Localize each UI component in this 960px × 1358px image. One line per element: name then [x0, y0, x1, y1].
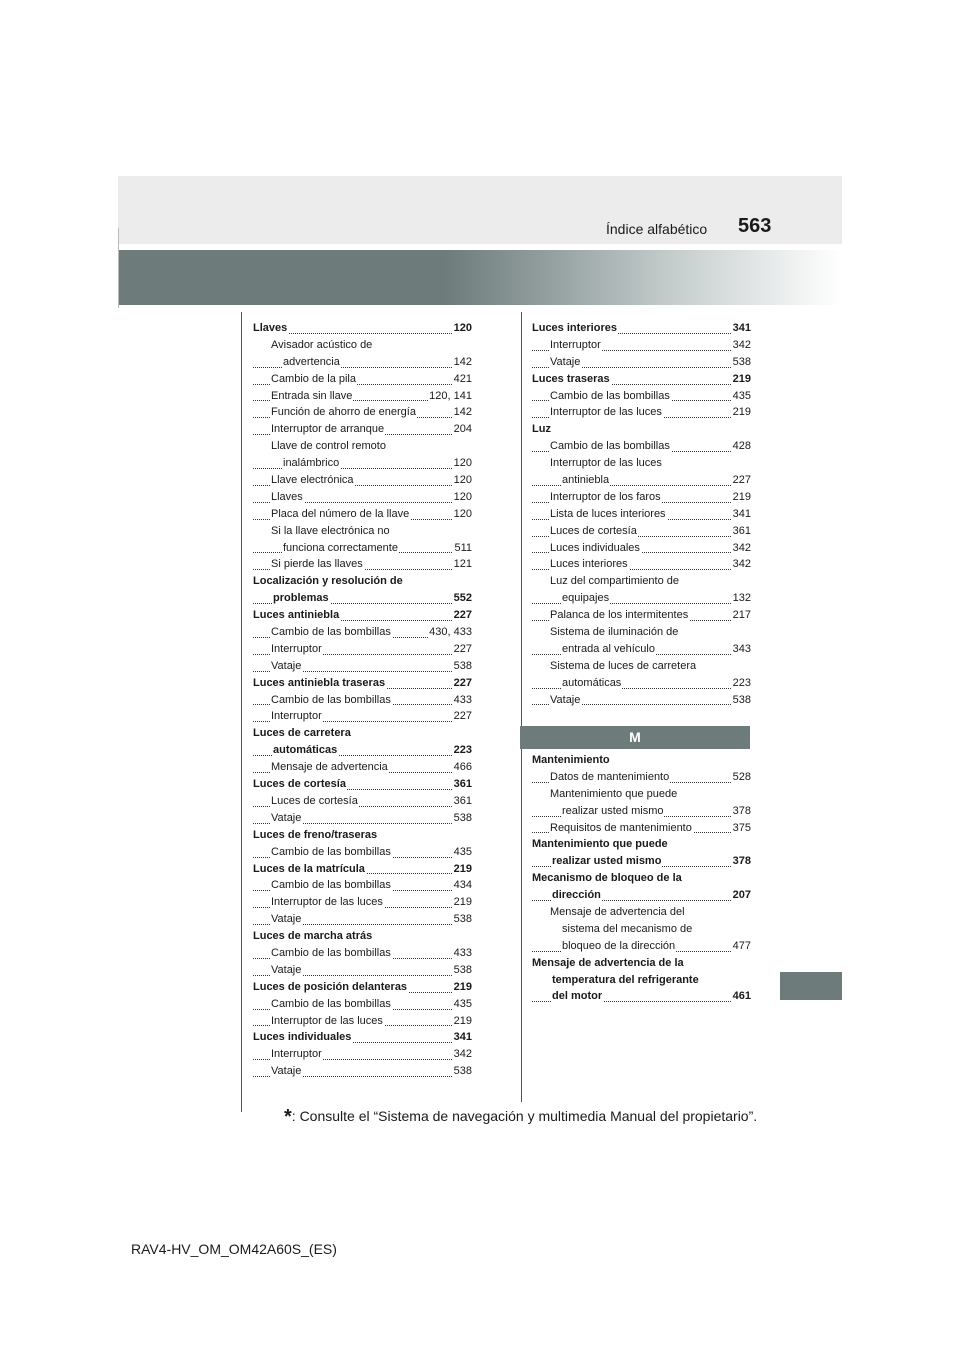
index-entry [253, 1013, 472, 1030]
index-entry [253, 455, 472, 472]
index-entry-page: 219 [453, 979, 472, 996]
index-entry-term: Llave de control remoto [271, 440, 386, 453]
index-entry-term: Mecanismo de bloqueo de la [532, 872, 682, 885]
index-entry-term: Si pierde las llaves [271, 558, 363, 571]
index-entry-page: 219 [732, 404, 751, 421]
index-entry-term: Luces antiniebla [253, 609, 340, 622]
index-entry [532, 607, 751, 624]
index-entry-term: Luces individuales [253, 1031, 352, 1044]
index-entry-term: Sistema de iluminación de [550, 626, 679, 639]
index-entry-term: Vataje [271, 659, 302, 672]
index-entry-page: 120 [453, 472, 472, 489]
index-entry-term: Luz del compartimiento de [550, 575, 680, 588]
header-bar [118, 176, 842, 244]
index-entry [532, 337, 751, 354]
index-entry [253, 708, 472, 725]
index-entry-page: 341 [732, 506, 751, 523]
index-entry [532, 641, 751, 658]
index-entry-term: dirección [552, 889, 601, 902]
index-entry-page: 342 [453, 1046, 472, 1063]
index-entry-page: 538 [453, 810, 472, 827]
index-entry [532, 523, 751, 540]
index-entry-page: 132 [732, 590, 751, 607]
index-entry [253, 911, 472, 928]
index-entry-page: 227 [453, 607, 472, 624]
index-entry-page: 528 [732, 769, 751, 786]
index-entry [532, 556, 751, 573]
index-entry-term: del motor [552, 990, 603, 1003]
index-entry-term: Llaves [271, 490, 303, 503]
section-title: Índice alfabético [606, 221, 708, 237]
index-entry-term: Avisador acústico de [271, 338, 373, 351]
index-entry-page: 120, 141 [428, 388, 472, 405]
index-entry-page: 219 [453, 894, 472, 911]
index-entry-term: Si la llave electrónica no [271, 524, 390, 537]
index-entry-page: 538 [453, 911, 472, 928]
index-entry [532, 752, 751, 769]
index-entry-term: Luces de carretera [253, 727, 351, 740]
index-entry [532, 455, 751, 472]
index-entry-page: 223 [732, 675, 751, 692]
index-entry [253, 472, 472, 489]
header-gradient-band [118, 250, 842, 305]
index-entry-term: Llave electrónica [271, 474, 354, 487]
index-entry [532, 354, 751, 371]
index-entry [532, 769, 751, 786]
index-entry [253, 928, 472, 945]
index-entry-term: bloqueo de la dirección [562, 939, 676, 952]
index-entry-term: Luces de cortesía [550, 524, 637, 537]
index-entry-term: Cambio de las bombillas [271, 845, 391, 858]
index-entry-page: 341 [453, 1029, 472, 1046]
left-rule [241, 312, 242, 1112]
index-entry [532, 388, 751, 405]
index-entry-page: 219 [453, 1013, 472, 1030]
index-entry [532, 590, 751, 607]
index-entry-term: Vataje [550, 693, 581, 706]
index-entry-term: Interruptor [271, 642, 322, 655]
index-entry [253, 556, 472, 573]
index-entry [253, 438, 472, 455]
index-entry [253, 540, 472, 557]
index-entry-page: 219 [732, 489, 751, 506]
index-entry-term: Luces de la matrícula [253, 862, 365, 875]
index-entry-page: 477 [732, 938, 751, 955]
index-entry-term: Luces traseras [532, 372, 610, 385]
index-entry [253, 776, 472, 793]
index-entry [253, 861, 472, 878]
index-entry [532, 887, 751, 904]
page-number: 563 [738, 215, 772, 237]
index-entry-term: Interruptor [271, 1048, 322, 1061]
index-entry [532, 404, 751, 421]
index-entry-page: 435 [732, 388, 751, 405]
index-entry-term: Interruptor de los faros [550, 490, 661, 503]
index-entry-term: realizar usted mismo [552, 855, 662, 868]
index-entry-page: 142 [453, 354, 472, 371]
index-entry [253, 979, 472, 996]
index-entry-term: sistema del mecanismo de [562, 922, 693, 935]
index-entry [253, 1029, 472, 1046]
index-entry-term: Vataje [271, 913, 302, 926]
index-entry-term: Función de ahorro de energía [271, 406, 416, 419]
index-entry-page: 378 [732, 853, 751, 870]
index-entry-term: Sistema de luces de carretera [550, 659, 697, 672]
index-entry [253, 742, 472, 759]
document-id: RAV4-HV_OM_OM42A60S_(ES) [131, 1241, 337, 1257]
index-entry [253, 388, 472, 405]
index-entry [532, 472, 751, 489]
index-entry [253, 421, 472, 438]
index-entry [532, 988, 751, 1005]
chapter-tab [780, 972, 842, 1000]
index-entry-term: Interruptor de las luces [271, 896, 383, 909]
index-entry-term: entrada al vehículo [562, 642, 655, 655]
index-entry [532, 786, 751, 803]
index-entry-page: 538 [732, 692, 751, 709]
index-entry-term: Mantenimiento que puede [532, 838, 668, 851]
index-entry-page: 120 [453, 506, 472, 523]
index-entry [532, 658, 751, 675]
index-entry [532, 489, 751, 506]
index-entry-page: 538 [453, 1063, 472, 1080]
index-entry-term: Localización y resolución de [253, 575, 403, 588]
index-entry-term: temperatura del refrigerante [552, 973, 699, 986]
index-entry-page: 375 [732, 820, 751, 837]
index-entry [253, 810, 472, 827]
index-column-right-bottom [532, 752, 751, 1005]
index-entry [253, 573, 472, 590]
index-entry-page: 361 [453, 793, 472, 810]
index-entry-page: 421 [453, 371, 472, 388]
index-entry [532, 675, 751, 692]
index-entry-page: 435 [453, 996, 472, 1013]
index-entry [253, 996, 472, 1013]
index-entry [253, 844, 472, 861]
index-entry-page: 341 [732, 320, 751, 337]
index-entry-term: Vataje [271, 1065, 302, 1078]
index-entry [532, 506, 751, 523]
index-entry-term: Interruptor de las luces [550, 457, 662, 470]
index-entry [532, 803, 751, 820]
index-entry-term: Lista de luces interiores [550, 507, 666, 520]
index-entry-term: Cambio de las bombillas [271, 946, 391, 959]
index-entry-page: 120 [453, 489, 472, 506]
index-entry-term: Mantenimiento que puede [550, 787, 678, 800]
index-entry-page: 466 [453, 759, 472, 776]
index-entry-page: 430, 433 [428, 624, 472, 641]
index-entry-page: 511 [453, 540, 472, 557]
index-entry-term: Placa del número de la llave [271, 507, 410, 520]
index-entry-term: Cambio de las bombillas [271, 879, 391, 892]
index-entry [532, 820, 751, 837]
index-entry [253, 371, 472, 388]
index-entry-term: Luces de freno/traseras [253, 828, 378, 841]
index-entry [532, 972, 751, 989]
index-entry-term: Interruptor [271, 710, 322, 723]
index-entry-term: Interruptor de las luces [550, 406, 662, 419]
top-left-rule [118, 228, 119, 308]
index-entry-term: Interruptor de arranque [271, 423, 385, 436]
index-entry [532, 371, 751, 388]
index-entry-page: 227 [453, 675, 472, 692]
index-entry [253, 759, 472, 776]
index-entry-page: 227 [453, 641, 472, 658]
index-entry [532, 624, 751, 641]
index-entry [253, 894, 472, 911]
index-entry-term: Vataje [271, 811, 302, 824]
index-entry [253, 692, 472, 709]
index-entry-term: advertencia [283, 355, 340, 368]
index-entry-page: 204 [453, 421, 472, 438]
index-entry-page: 433 [453, 692, 472, 709]
index-entry-term: Vataje [550, 355, 581, 368]
index-entry-term: Luces de posición delanteras [253, 980, 408, 993]
index-entry-page: 223 [453, 742, 472, 759]
index-entry-term: Mensaje de advertencia [271, 761, 388, 774]
index-entry-term: Requisitos de mantenimiento [550, 821, 692, 834]
index-entry [253, 945, 472, 962]
index-entry-term: Mensaje de advertencia de la [532, 956, 684, 969]
index-entry-page: 207 [732, 887, 751, 904]
index-entry-term: Cambio de las bombillas [271, 626, 391, 639]
index-entry-page: 343 [732, 641, 751, 658]
index-entry [532, 853, 751, 870]
index-entry-page: 217 [732, 607, 751, 624]
index-entry-term: Cambio de las bombillas [271, 693, 391, 706]
index-entry [253, 624, 472, 641]
index-entry-term: Cambio de la pila [271, 372, 356, 385]
index-entry [532, 870, 751, 887]
index-entry-page: 538 [732, 354, 751, 371]
center-rule [521, 312, 522, 1102]
index-entry [253, 793, 472, 810]
index-entry-page: 120 [453, 320, 472, 337]
index-entry-term: inalámbrico [283, 457, 340, 470]
index-entry-term: Cambio de las bombillas [271, 997, 391, 1010]
index-entry-page: 342 [732, 337, 751, 354]
index-entry-term: Cambio de las bombillas [550, 389, 670, 402]
index-entry [253, 877, 472, 894]
index-entry-page: 378 [732, 803, 751, 820]
index-entry-page: 342 [732, 556, 751, 573]
index-entry-term: funciona correctamente [283, 541, 398, 554]
index-entry-term: Interruptor [550, 338, 601, 351]
index-entry-term: Cambio de las bombillas [550, 440, 670, 453]
index-column-right-top [532, 320, 751, 708]
footnote-text: : Consulte el “Sistema de navegación y multimedia Manual del propietario”. [291, 1108, 758, 1124]
index-entry [532, 421, 751, 438]
index-entry-term: Luces interiores [532, 322, 617, 334]
index-entry-term: Mensaje de advertencia del [550, 906, 685, 919]
index-entry-page: 361 [732, 523, 751, 540]
index-entry-term: antiniebla [562, 474, 610, 487]
index-entry-page: 342 [732, 540, 751, 557]
index-entry-page: 142 [453, 404, 472, 421]
index-entry-term: problemas [273, 592, 329, 605]
index-entry-page: 219 [732, 371, 751, 388]
index-entry-term: Llaves [253, 322, 288, 334]
index-entry-page: 434 [453, 877, 472, 894]
index-entry [253, 489, 472, 506]
index-entry [253, 590, 472, 607]
index-entry-page: 120 [453, 455, 472, 472]
index-entry-term: realizar usted mismo [562, 804, 664, 817]
index-entry-term: Luces de cortesía [271, 794, 358, 807]
index-entry [532, 938, 751, 955]
index-entry-term: Interruptor de las luces [271, 1014, 383, 1027]
index-entry [253, 658, 472, 675]
index-entry [532, 320, 751, 337]
index-entry-page: 433 [453, 945, 472, 962]
index-entry-term: equipajes [562, 592, 610, 605]
index-entry-page: 461 [732, 988, 751, 1005]
letter-header-m: M [520, 726, 750, 749]
index-entry-page: 219 [453, 861, 472, 878]
index-entry [532, 955, 751, 972]
index-entry [253, 404, 472, 421]
index-entry-page: 552 [453, 590, 472, 607]
index-entry-term: automáticas [273, 744, 338, 757]
index-entry-page: 361 [453, 776, 472, 793]
index-entry-term: Datos de mantenimiento [550, 770, 670, 783]
index-entry-term: Luces antiniebla traseras [253, 676, 386, 689]
index-entry [253, 1046, 472, 1063]
index-column-left [253, 320, 472, 1080]
index-entry [253, 523, 472, 540]
index-entry-term: Vataje [271, 963, 302, 976]
index-entry-term: automáticas [562, 676, 622, 689]
index-entry [253, 827, 472, 844]
footnote-star: * [284, 1106, 292, 1128]
index-entry-page: 227 [732, 472, 751, 489]
index-entry [253, 354, 472, 371]
index-entry-term: Palanca de los intermitentes [550, 609, 689, 622]
index-entry [253, 506, 472, 523]
index-entry [253, 1063, 472, 1080]
index-entry [253, 962, 472, 979]
index-entry [253, 607, 472, 624]
index-entry [253, 675, 472, 692]
index-entry-page: 435 [453, 844, 472, 861]
index-entry-page: 227 [453, 708, 472, 725]
footnote [284, 1104, 757, 1127]
index-entry-term: Luces interiores [550, 558, 628, 571]
index-entry [532, 438, 751, 455]
index-entry-page: 538 [453, 658, 472, 675]
index-entry [532, 573, 751, 590]
index-entry-term: Luces de cortesía [253, 778, 346, 791]
index-entry-term: Luces individuales [550, 541, 640, 554]
index-entry-term: Luces de marcha atrás [253, 930, 373, 943]
index-entry [532, 692, 751, 709]
index-entry-term: Luz [532, 423, 551, 436]
index-entry [253, 320, 472, 337]
index-entry-page: 121 [453, 556, 472, 573]
index-entry [532, 540, 751, 557]
index-entry-term: Mantenimiento [532, 754, 610, 766]
index-entry [253, 725, 472, 742]
index-entry-page: 428 [732, 438, 751, 455]
index-entry [532, 904, 751, 921]
index-entry [253, 337, 472, 354]
index-entry [253, 641, 472, 658]
index-entry-page: 538 [453, 962, 472, 979]
index-entry [532, 921, 751, 938]
index-entry-term: Entrada sin llave [271, 389, 353, 402]
index-entry [532, 836, 751, 853]
